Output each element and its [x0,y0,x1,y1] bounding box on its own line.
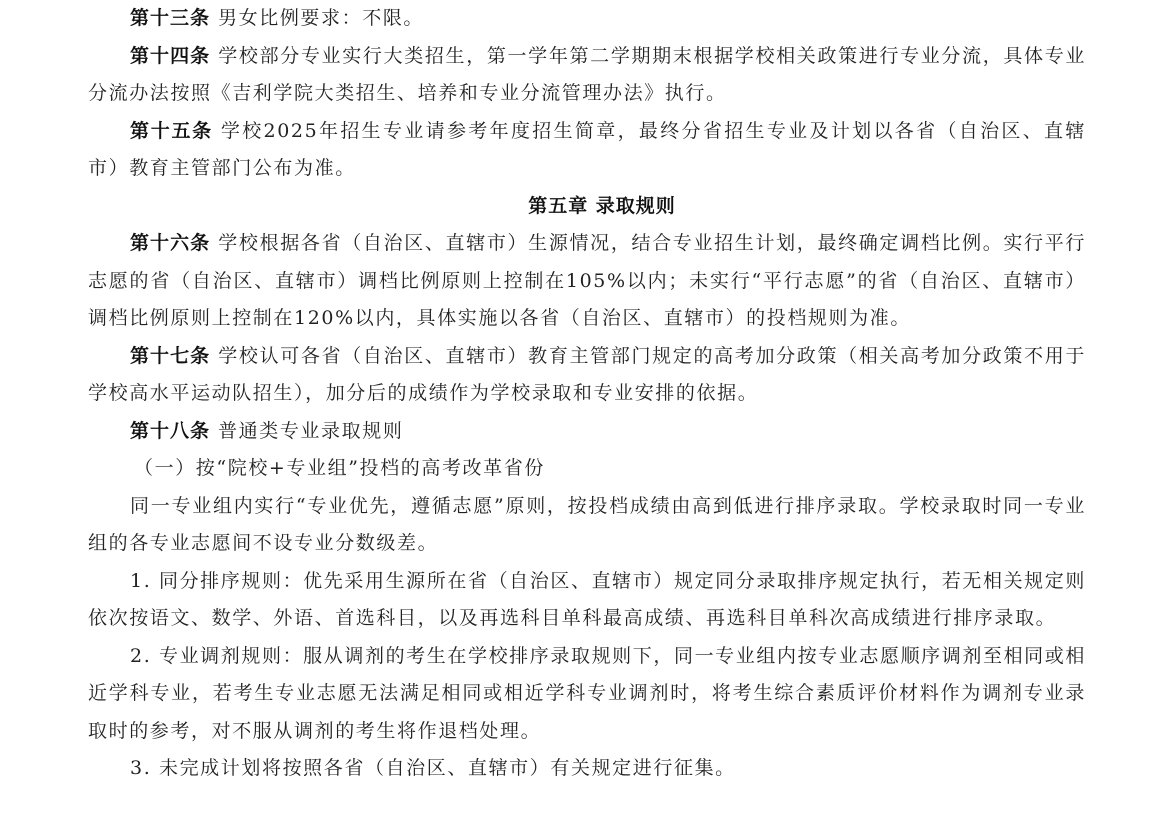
article-18-number: 第十八条 [130,419,211,442]
article-17 [88,338,1086,413]
article-18-text: 普通类专业录取规则 [218,419,404,442]
article-15-text: 学校2025年招生专业请参考年度招生简章，最终分省招生专业及计划以各省（自治区、直辖市）教育主管部门公布为准。 [88,119,1086,179]
chapter-heading: 第五章 录取规则 [528,194,676,217]
article-15 [88,113,1086,188]
article-14-text: 学校部分专业实行大类招生，第一学年第二学期期末根据学校相关政策进行专业分流，具体专业分流办法按照《吉利学院大类招生、培养和专业分流管理办法》执行。 [88,44,1086,104]
article-16-text: 学校根据各省（自治区、直辖市）生源情况，结合专业招生计划，最终确定调档比例。实行平行志愿的省（自治区、直辖市）调档比例原则上控制在105%以内；未实行“平行志愿”的省（自治区、直辖市）调档比例原则上控制在120%以内，具体实施以各省（自治区、直辖市）的投档规则为准。 [88,232,1086,329]
article-14 [88,38,1086,113]
article-13-number: 第十三条 [130,7,211,29]
article-13 [88,0,1086,38]
rule-3-unfilled-plan: 3. 未完成计划将按照各省（自治区、直辖市）有关规定进行征集。 [130,757,736,779]
rule-2-major-adjustment: 2. 专业调剂规则：服从调剂的考生在学校排序录取规则下，同一专业组内按专业志愿顺序调剂至相同或相近学科专业，若考生专业志愿无法满足相同或相近学科专业调剂时，将考生综合素质评价材料作为调剂专业录取时的参考，对不服从调剂的考生将作退档处理。 [88,644,1086,742]
subsection-1-heading: （一）按“院校+专业组”投档的高考改革省份 [134,457,545,479]
article-13-text: 男女比例要求：不限。 [218,7,425,29]
article-16-number: 第十六条 [130,232,211,254]
subsection-1-paragraph: 同一专业组内实行“专业优先，遵循志愿”原则，按投档成绩由高到低进行排序录取。学校录取时同一专业组的各专业志愿间不设专业分数级差。 [88,494,1086,554]
article-17-text: 学校认可各省（自治区、直辖市）教育主管部门规定的高考加分政策（相关高考加分政策不用于学校高水平运动队招生），加分后的成绩作为学校录取和专业安排的依据。 [88,344,1086,404]
document-page [88,0,1086,788]
article-17-number: 第十七条 [130,344,211,367]
rule-1-tie-breaking: 1. 同分排序规则：优先采用生源所在省（自治区、直辖市）规定同分录取排序规定执行，若无相关规定则依次按语文、数学、外语、首选科目，以及再选科目单科最高成绩、再选科目单科次高成绩进行排序录取。 [88,569,1086,629]
article-18 [88,413,1086,451]
article-15-number: 第十五条 [130,119,213,142]
article-16 [88,225,1086,338]
article-14-number: 第十四条 [130,44,211,67]
